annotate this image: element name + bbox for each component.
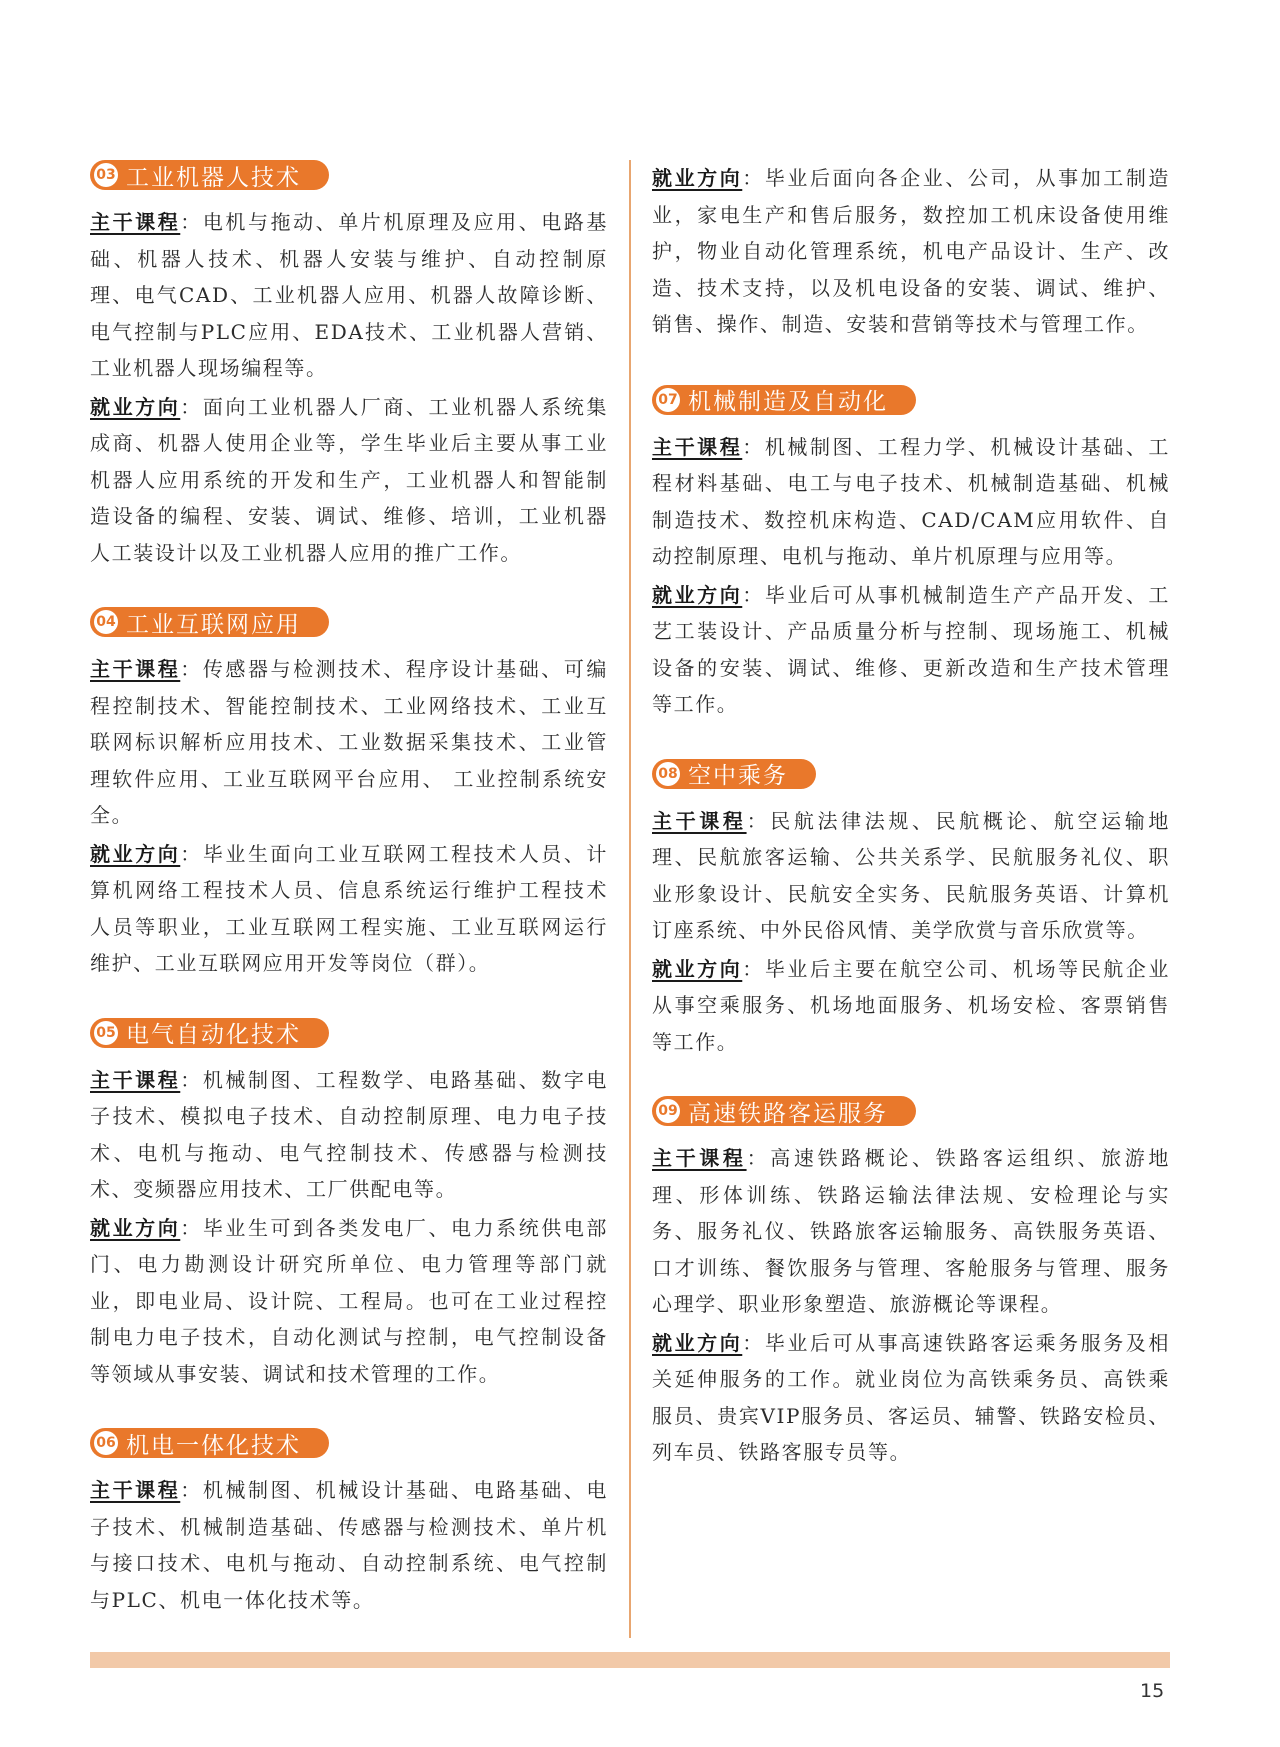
courses-paragraph [90, 651, 608, 834]
section-04 [90, 607, 608, 982]
jobs-text: ：毕业生面向工业互联网工程技术人员、计算机网络工程技术人员、信息系统运行维护工程技术人员等职业，工业互联网工程实施、工业互联网运行维护、工业互联网应用开发等岗位（群）。 [90, 841, 609, 975]
jobs-label: 就业方向 [652, 1330, 743, 1355]
jobs-text: ：面向工业机器人厂商、工业机器人系统集成商、机器人使用企业等，学生毕业后主要从事工业机器人应用系统的开发和生产，工业机器人和智能制造设备的编程、安装、调试、维修、培训，工业机器人工装设计以及工业机器人应用的推广工作。 [90, 394, 609, 565]
section-title: 机电一体化技术 [126, 1432, 301, 1459]
section-heading [90, 1018, 329, 1048]
section-03 [90, 160, 608, 571]
courses-text: ：机械制图、工程力学、机械设计基础、工程材料基础、电工与电子技术、机械制造基础、机械制造技术、数控机床构造、CAD/CAM应用软件、自动控制原理、电机与拖动、单片机原理与应用等。 [652, 434, 1171, 568]
section-number: 04 [94, 610, 118, 634]
section-07 [652, 385, 1170, 723]
section-number: 03 [94, 163, 118, 187]
courses-label: 主干课程 [652, 1146, 747, 1170]
courses-paragraph [652, 803, 1170, 949]
section-number: 07 [656, 388, 680, 412]
jobs-paragraph [90, 1210, 608, 1393]
section-heading [652, 385, 916, 415]
courses-paragraph [652, 1140, 1170, 1323]
left-column [90, 160, 608, 1654]
courses-label: 主干课程 [652, 808, 747, 833]
column-divider [629, 160, 631, 1638]
courses-text: ：高速铁路概论、铁路客运组织、旅游地理、形体训练、铁路运输法律法规、安检理论与实务、服务礼仪、铁路旅客运输服务、高铁服务英语、口才训练、餐饮服务与管理、客舱服务与管理、服务心理学、职业形象塑造、旅游概论等课程。 [652, 1146, 1170, 1316]
section-heading [652, 759, 816, 789]
jobs-paragraph [652, 1325, 1170, 1471]
jobs-paragraph [90, 836, 608, 982]
jobs-text: ：毕业后可从事机械制造生产产品开发、工艺工装设计、产品质量分析与控制、现场施工、机械设备的安装、调试、维修、更新改造和生产技术管理等工作。 [652, 582, 1171, 716]
section-title: 电气自动化技术 [126, 1022, 301, 1048]
right-column [652, 160, 1170, 1507]
jobs-label: 就业方向 [652, 166, 743, 190]
courses-text: ：机械制图、机械设计基础、电路基础、电子技术、机械制造基础、传感器与检测技术、单片机与接口技术、电机与拖动、自动控制系统、电气控制与PLC、机电一体化技术等。 [90, 1478, 609, 1612]
courses-text: ：电机与拖动、单片机原理及应用、电路基础、机器人技术、机器人安装与维护、自动控制原理、电气CAD、工业机器人应用、机器人故障诊断、电气控制与PLC应用、EDA技术、工业机器人营销、工业机器人现场编程等。 [90, 210, 609, 380]
section-number: 08 [656, 762, 680, 786]
courses-label: 主干课程 [90, 1067, 181, 1092]
courses-paragraph [90, 204, 608, 387]
jobs-paragraph [652, 951, 1170, 1061]
section-title: 工业机器人技术 [126, 164, 301, 191]
jobs-paragraph [652, 577, 1170, 723]
section-title: 机械制造及自动化 [688, 389, 888, 415]
section-title: 空中乘务 [688, 763, 788, 789]
courses-label: 主干课程 [90, 657, 181, 681]
jobs-label: 就业方向 [90, 841, 181, 866]
section-title: 工业互联网应用 [126, 611, 301, 638]
footer-bar [90, 1652, 1170, 1668]
page-number: 15 [1140, 1680, 1165, 1702]
section-06 [90, 1428, 608, 1618]
section-title: 高速铁路客运服务 [688, 1100, 888, 1127]
section-number: 09 [656, 1099, 680, 1123]
section-heading [90, 607, 329, 637]
courses-text: ：民航法律法规、民航概论、航空运输地理、民航旅客运输、公共关系学、民航服务礼仪、职业形象设计、民航安全实务、民航服务英语、计算机订座系统、中外民俗风情、美学欣赏与音乐欣赏等。 [652, 808, 1170, 942]
section-09 [652, 1096, 1170, 1471]
jobs-label: 就业方向 [652, 956, 743, 981]
jobs-paragraph [90, 389, 608, 572]
courses-text: ：传感器与检测技术、程序设计基础、可编程控制技术、智能控制技术、工业网络技术、工业互联网标识解析应用技术、工业数据采集技术、工业管理软件应用、工业互联网平台应用、 工业控制系统安全。 [90, 657, 609, 827]
jobs-label: 就业方向 [90, 1215, 181, 1240]
courses-paragraph [90, 1472, 608, 1618]
section-06-continued [652, 160, 1170, 343]
courses-paragraph [652, 429, 1170, 575]
courses-label: 主干课程 [652, 434, 743, 459]
jobs-text: ：毕业后面向各企业、公司，从事加工制造业，家电生产和售后服务，数控加工机床设备使用维护，物业自动化管理系统，机电产品设计、生产、改造、技术支持，以及机电设备的安装、调试、维护、销售、操作、制造、安装和营销等技术与管理工作。 [652, 166, 1171, 336]
jobs-label: 就业方向 [652, 582, 743, 607]
courses-paragraph [90, 1062, 608, 1208]
jobs-label: 就业方向 [90, 394, 181, 419]
section-heading [90, 160, 329, 190]
jobs-text: ：毕业生可到各类发电厂、电力系统供电部门、电力勘测设计研究所单位、电力管理等部门就业，即电业局、设计院、工程局。也可在工业过程控制电力电子技术，自动化测试与控制，电气控制设备等领域从事安装、调试和技术管理的工作。 [90, 1215, 609, 1386]
courses-label: 主干课程 [90, 210, 181, 234]
section-number: 06 [94, 1431, 118, 1455]
section-number: 05 [94, 1021, 118, 1045]
section-08 [652, 759, 1170, 1061]
section-heading [652, 1096, 916, 1126]
section-heading [90, 1428, 329, 1458]
jobs-text: ：毕业后主要在航空公司、机场等民航企业从事空乘服务、机场地面服务、机场安检、客票销售等工作。 [652, 956, 1171, 1054]
jobs-text: ：毕业后可从事高速铁路客运乘务服务及相关延伸服务的工作。就业岗位为高铁乘务员、高铁乘服员、贵宾VIP服务员、客运员、辅警、铁路安检员、列车员、铁路客服专员等。 [652, 1330, 1171, 1464]
courses-label: 主干课程 [90, 1478, 181, 1502]
courses-text: ：机械制图、工程数学、电路基础、数字电子技术、模拟电子技术、自动控制原理、电力电子技术、电机与拖动、电气控制技术、传感器与检测技术、变频器应用技术、工厂供配电等。 [90, 1067, 609, 1201]
jobs-paragraph [652, 160, 1170, 343]
section-05 [90, 1018, 608, 1393]
